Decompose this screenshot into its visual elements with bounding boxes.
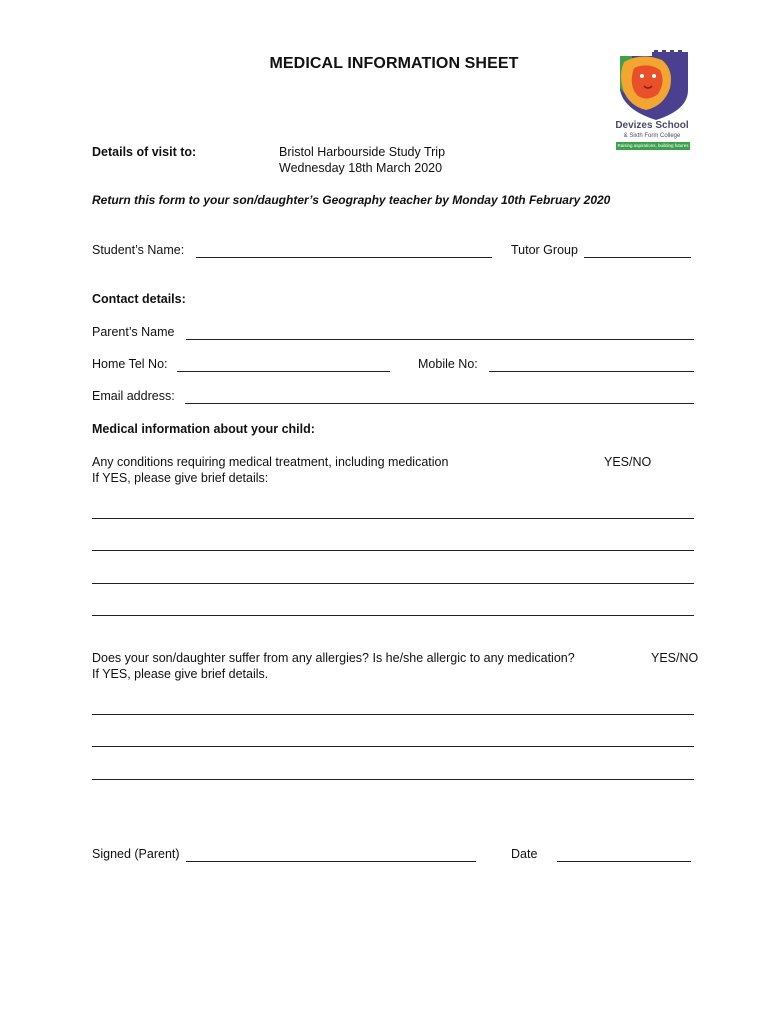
conditions-yes-no[interactable]: YES/NO [604, 455, 652, 469]
logo-strapline: Raising aspirations, building futures [617, 143, 689, 148]
medical-heading: Medical information about your child: [92, 422, 315, 436]
conditions-details-line[interactable] [92, 583, 694, 584]
medical-question-conditions: Any conditions requiring medical treatment, including medication [92, 455, 449, 469]
signature-field[interactable] [186, 861, 476, 862]
allergies-yes-no[interactable]: YES/NO [651, 651, 699, 665]
mobile-label: Mobile No: [418, 357, 478, 371]
school-logo [612, 50, 692, 154]
page-title: MEDICAL INFORMATION SHEET [269, 55, 519, 72]
allergies-details-line[interactable] [92, 714, 694, 715]
parent-name-label: Parent’s Name [92, 325, 175, 339]
return-instruction: Return this form to your son/daughter’s Geography teacher by Monday 10th February 2020 [92, 193, 611, 207]
home-tel-label: Home Tel No: [92, 357, 168, 371]
visit-line-2: Wednesday 18th March 2020 [279, 161, 443, 175]
home-tel-field[interactable] [177, 371, 390, 372]
visit-label: Details of visit to: [92, 145, 197, 159]
email-field[interactable] [185, 403, 694, 404]
date-label: Date [511, 847, 538, 861]
signed-label: Signed (Parent) [92, 847, 180, 861]
tutor-group-field[interactable] [584, 257, 691, 258]
allergies-details-line[interactable] [92, 779, 694, 780]
allergies-details-line[interactable] [92, 746, 694, 747]
logo-school-name: Devizes School [615, 120, 689, 131]
student-name-label: Student’s Name: [92, 243, 185, 257]
conditions-details-line[interactable] [92, 550, 694, 551]
medical-question-allergies: Does your son/daughter suffer from any allergies? Is he/she allergic to any medication? [92, 651, 575, 665]
conditions-details-prompt: If YES, please give brief details: [92, 471, 269, 485]
student-name-field[interactable] [196, 257, 492, 258]
date-field[interactable] [557, 861, 691, 862]
logo-subtitle: & Sixth Form College [623, 133, 681, 139]
email-label: Email address: [92, 389, 175, 403]
conditions-details-line[interactable] [92, 518, 694, 519]
mobile-field[interactable] [489, 371, 694, 372]
conditions-details-line[interactable] [92, 615, 694, 616]
lion-shield-icon [612, 50, 692, 120]
parent-name-field[interactable] [186, 339, 694, 340]
tutor-group-label: Tutor Group [511, 243, 578, 257]
allergies-details-prompt: If YES, please give brief details. [92, 667, 269, 681]
contact-heading: Contact details: [92, 292, 186, 306]
visit-line-1: Bristol Harbourside Study Trip [279, 145, 446, 159]
